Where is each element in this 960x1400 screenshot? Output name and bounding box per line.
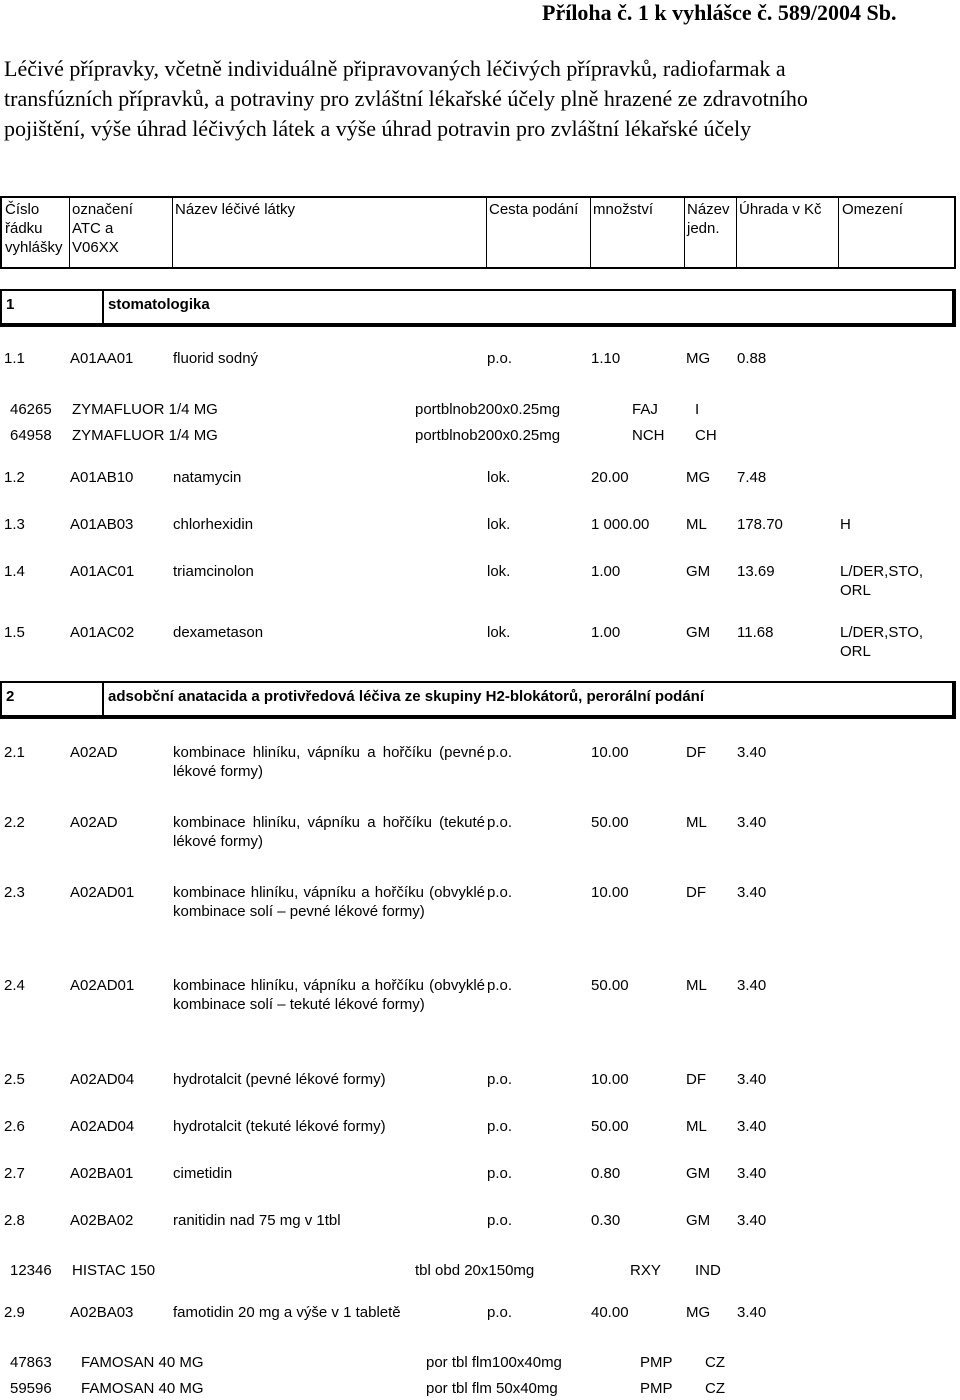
row-number: 2.2 [4, 814, 25, 831]
restriction: H [840, 516, 851, 533]
route: p.o. [487, 1212, 513, 1229]
reimbursement: 3.40 [737, 1165, 767, 1182]
product-name: ZYMAFLUOR 1/4 MG [72, 401, 218, 418]
row-number: 2.6 [4, 1118, 25, 1135]
atc-code: A01AB10 [70, 469, 134, 486]
atc-code: A02AD [70, 814, 118, 831]
atc-code: A01AA01 [70, 350, 134, 367]
product-form: por tbl flm100x40mg [426, 1354, 562, 1371]
product-code: 64958 [10, 427, 52, 444]
atc-code: A02AD01 [70, 884, 135, 901]
row-number: 1.1 [4, 350, 25, 367]
unit: MG [686, 350, 711, 367]
unit: ML [686, 1118, 707, 1135]
restriction: ORL [840, 582, 871, 599]
product-name: ZYMAFLUOR 1/4 MG [72, 427, 218, 444]
reimbursement: 3.40 [737, 1071, 767, 1088]
substance-name: kombinace hliníku, vápníku a hořčíku (obvyklé kombinace solí – pevné lékové formy) [173, 884, 485, 920]
section-header: 1 stomatologika [0, 289, 956, 327]
atc-code: A02BA01 [70, 1165, 134, 1182]
header-unit: Název jedn. [687, 201, 730, 237]
quantity: 10.00 [591, 884, 629, 901]
reimbursement: 3.40 [737, 744, 767, 761]
route: lok. [487, 516, 511, 533]
product-name: HISTAC 150 [72, 1262, 156, 1279]
restriction: ORL [840, 643, 871, 660]
annex-heading: Příloha č. 1 k vyhlášce č. 589/2004 Sb. [542, 0, 897, 25]
title-line-1: Léčivé přípravky, včetně individuálně připravovaných léčivých přípravků, radiofarmak a [4, 56, 786, 81]
substance-name: triamcinolon [173, 563, 254, 580]
atc-code: A02AD [70, 744, 118, 761]
unit: ML [686, 977, 707, 994]
row-number: 1.5 [4, 624, 25, 641]
route: p.o. [487, 814, 513, 831]
row-number: 1.4 [4, 563, 25, 580]
substance-name: famotidin 20 mg a výše v 1 tabletě [173, 1304, 401, 1321]
unit: GM [686, 624, 711, 641]
unit: DF [686, 744, 706, 761]
row-number: 2.4 [4, 977, 25, 994]
route: p.o. [487, 744, 513, 761]
unit: DF [686, 1071, 706, 1088]
substance-name: chlorhexidin [173, 516, 254, 533]
reimbursement: 3.40 [737, 814, 767, 831]
unit: GM [686, 1212, 711, 1229]
substance-name: dexametason [173, 624, 264, 641]
row-number: 2.3 [4, 884, 25, 901]
row-number: 1.3 [4, 516, 25, 533]
reimbursement: 3.40 [737, 1304, 767, 1321]
atc-code: A01AC01 [70, 563, 135, 580]
row-number: 2.9 [4, 1304, 25, 1321]
quantity: 50.00 [591, 814, 629, 831]
substance-name: ranitidin nad 75 mg v 1tbl [173, 1212, 341, 1229]
product-code: 46265 [10, 401, 52, 418]
reimbursement: 7.48 [737, 469, 767, 486]
table-header [0, 196, 956, 269]
product-a: PMP [640, 1354, 673, 1371]
route: p.o. [487, 977, 513, 994]
unit: DF [686, 884, 706, 901]
unit: MG [686, 469, 711, 486]
title-line-2: transfúzních přípravků, a potraviny pro zvláštní lékařské účely plně hrazené ze zdravotního [4, 86, 808, 111]
reimbursement: 13.69 [737, 563, 775, 580]
product-b: CH [695, 427, 717, 444]
route: lok. [487, 469, 511, 486]
quantity: 1 000.00 [591, 516, 650, 533]
row-number: 2.7 [4, 1165, 25, 1182]
quantity: 1.10 [591, 350, 621, 367]
reimbursement: 3.40 [737, 977, 767, 994]
restriction: L/DER,STO, [840, 563, 924, 580]
unit: ML [686, 516, 707, 533]
quantity: 1.00 [591, 563, 621, 580]
product-name: FAMOSAN 40 MG [81, 1354, 204, 1371]
quantity: 10.00 [591, 744, 629, 761]
row-number: 2.8 [4, 1212, 25, 1229]
atc-code: A01AC02 [70, 624, 135, 641]
substance-name: hydrotalcit (pevné lékové formy) [173, 1071, 386, 1088]
reimbursement: 3.40 [737, 884, 767, 901]
product-code: 59596 [10, 1380, 52, 1397]
header-restriction: Omezení [842, 201, 903, 218]
substance-name: cimetidin [173, 1165, 233, 1182]
route: lok. [487, 624, 511, 641]
substance-name: kombinace hliníku, vápníku a hořčíku (obvyklé kombinace solí – tekuté lékové formy) [173, 977, 485, 1013]
row-number: 2.1 [4, 744, 25, 761]
product-a: PMP [640, 1380, 673, 1397]
product-b: IND [695, 1262, 721, 1279]
route: p.o. [487, 1165, 513, 1182]
route: p.o. [487, 1071, 513, 1088]
atc-code: A02BA03 [70, 1304, 134, 1321]
route: lok. [487, 563, 511, 580]
unit: MG [686, 1304, 711, 1321]
atc-code: A02BA02 [70, 1212, 134, 1229]
quantity: 0.80 [591, 1165, 621, 1182]
reimbursement: 0.88 [737, 350, 767, 367]
quantity: 40.00 [591, 1304, 629, 1321]
route: p.o. [487, 884, 513, 901]
route: p.o. [487, 350, 513, 367]
product-b: CZ [705, 1354, 725, 1371]
reimbursement: 3.40 [737, 1212, 767, 1229]
product-form: por tbl flm 50x40mg [426, 1380, 558, 1397]
restriction: L/DER,STO, [840, 624, 924, 641]
product-code: 47863 [10, 1354, 52, 1371]
quantity: 50.00 [591, 1118, 629, 1135]
substance-name: kombinace hliníku, vápníku a hořčíku (pevné lékové formy) [173, 744, 485, 780]
product-name: FAMOSAN 40 MG [81, 1380, 204, 1397]
quantity: 0.30 [591, 1212, 621, 1229]
product-form: tbl obd 20x150mg [415, 1262, 535, 1279]
product-b: I [695, 401, 700, 418]
substance-name: fluorid sodný [173, 350, 259, 367]
section-header: 2 adsobční anatacida a protivředová léčiva ze skupiny H2-blokátorů, perorální podání [0, 681, 956, 719]
header-row-number: Číslo řádku vyhlášky [5, 201, 63, 256]
atc-code: A02AD01 [70, 977, 135, 994]
atc-code: A01AB03 [70, 516, 134, 533]
atc-code: A02AD04 [70, 1118, 135, 1135]
product-form: portblnob200x0.25mg [415, 427, 561, 444]
product-b: CZ [705, 1380, 725, 1397]
route: p.o. [487, 1304, 513, 1321]
atc-code: A02AD04 [70, 1071, 135, 1088]
quantity: 1.00 [591, 624, 621, 641]
unit: ML [686, 814, 707, 831]
unit: GM [686, 563, 711, 580]
substance-name: natamycin [173, 469, 242, 486]
header-route: Cesta podání [489, 201, 579, 218]
quantity: 50.00 [591, 977, 629, 994]
substance-name: hydrotalcit (tekuté lékové formy) [173, 1118, 386, 1135]
header-atc: označení ATC a V06XX [72, 201, 133, 256]
reimbursement: 3.40 [737, 1118, 767, 1135]
header-quantity: množství [593, 201, 654, 218]
row-number: 2.5 [4, 1071, 25, 1088]
header-substance: Název léčivé látky [175, 201, 296, 218]
product-code: 12346 [10, 1262, 52, 1279]
product-a: RXY [630, 1262, 661, 1279]
header-reimbursement: Úhrada v Kč [739, 201, 822, 218]
reimbursement: 178.70 [737, 516, 783, 533]
product-a: FAJ [632, 401, 658, 418]
title-line-3: pojištění, výše úhrad léčivých látek a výše úhrad potravin pro zvláštní lékařské účely [4, 116, 752, 141]
substance-name: kombinace hliníku, vápníku a hořčíku (tekuté lékové formy) [173, 814, 485, 850]
quantity: 20.00 [591, 469, 629, 486]
product-a: NCH [632, 427, 665, 444]
route: p.o. [487, 1118, 513, 1135]
product-form: portblnob200x0.25mg [415, 401, 561, 418]
reimbursement: 11.68 [737, 624, 774, 641]
row-number: 1.2 [4, 469, 25, 486]
quantity: 10.00 [591, 1071, 629, 1088]
unit: GM [686, 1165, 711, 1182]
